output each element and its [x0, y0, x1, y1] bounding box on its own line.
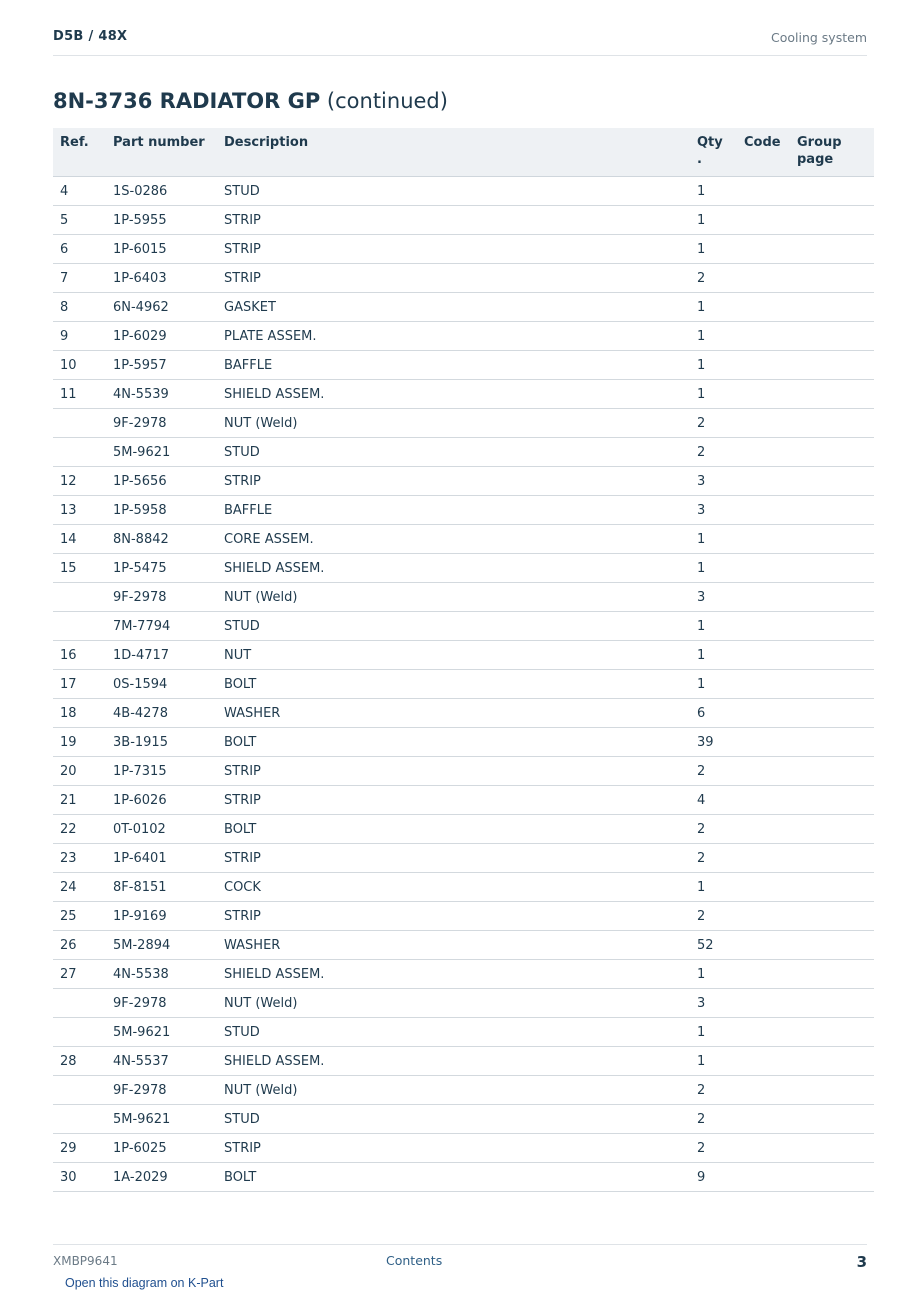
table-row: [53, 554, 874, 583]
table-header-row: [53, 128, 874, 177]
page-number: 3: [856, 1253, 867, 1271]
cell-group-page: [797, 815, 874, 844]
table-row: [53, 1105, 874, 1134]
table-row: [53, 1047, 874, 1076]
cell-ref: 9: [53, 322, 113, 351]
cell-description: NUT: [224, 641, 697, 670]
cell-part-number: 4N-5537: [113, 1047, 224, 1076]
cell-part-number: 1P-9169: [113, 902, 224, 931]
table-row: [53, 235, 874, 264]
cell-code: [744, 554, 797, 583]
cell-description: COCK: [224, 873, 697, 902]
cell-qty: 3: [697, 989, 744, 1018]
cell-part-number: 3B-1915: [113, 728, 224, 757]
cell-part-number: 1A-2029: [113, 1163, 224, 1192]
cell-group-page: [797, 409, 874, 438]
cell-qty: 1: [697, 1047, 744, 1076]
cell-code: [744, 351, 797, 380]
cell-ref: 12: [53, 467, 113, 496]
cell-ref: 26: [53, 931, 113, 960]
cell-qty: 1: [697, 525, 744, 554]
cell-group-page: [797, 931, 874, 960]
cell-code: [744, 380, 797, 409]
cell-part-number: 4B-4278: [113, 699, 224, 728]
cell-group-page: [797, 264, 874, 293]
page-footer: [53, 1244, 867, 1271]
cell-ref: [53, 612, 113, 641]
table-row: [53, 670, 874, 699]
cell-ref: 24: [53, 873, 113, 902]
cell-part-number: 7M-7794: [113, 612, 224, 641]
table-row: [53, 815, 874, 844]
cell-description: STRIP: [224, 235, 697, 264]
cell-description: WASHER: [224, 931, 697, 960]
cell-qty: 2: [697, 757, 744, 786]
table-row: [53, 989, 874, 1018]
cell-qty: 1: [697, 351, 744, 380]
parts-table: [53, 128, 874, 1192]
cell-group-page: [797, 728, 874, 757]
cell-code: [744, 670, 797, 699]
cell-ref: 8: [53, 293, 113, 322]
cell-part-number: 8F-8151: [113, 873, 224, 902]
cell-group-page: [797, 757, 874, 786]
table-row: [53, 786, 874, 815]
cell-part-number: 1P-7315: [113, 757, 224, 786]
cell-group-page: [797, 1076, 874, 1105]
cell-ref: [53, 1018, 113, 1047]
cell-group-page: [797, 322, 874, 351]
cell-description: STUD: [224, 1018, 697, 1047]
table-body: [53, 177, 874, 1192]
cell-code: [744, 467, 797, 496]
cell-code: [744, 496, 797, 525]
cell-ref: 17: [53, 670, 113, 699]
cell-group-page: [797, 989, 874, 1018]
cell-description: STRIP: [224, 844, 697, 873]
cell-part-number: 6N-4962: [113, 293, 224, 322]
cell-description: SHIELD ASSEM.: [224, 960, 697, 989]
cell-description: STRIP: [224, 757, 697, 786]
table-row: [53, 844, 874, 873]
cell-ref: 20: [53, 757, 113, 786]
cell-ref: [53, 1076, 113, 1105]
page-title: [53, 89, 448, 113]
cell-qty: 1: [697, 322, 744, 351]
header-description: Description: [224, 128, 697, 177]
cell-part-number: 5M-2894: [113, 931, 224, 960]
cell-part-number: 9F-2978: [113, 1076, 224, 1105]
cell-code: [744, 206, 797, 235]
cell-code: [744, 1047, 797, 1076]
cell-part-number: 0T-0102: [113, 815, 224, 844]
cell-group-page: [797, 554, 874, 583]
table-row: [53, 264, 874, 293]
cell-qty: 1: [697, 641, 744, 670]
table-row: [53, 467, 874, 496]
cell-group-page: [797, 467, 874, 496]
cell-qty: 6: [697, 699, 744, 728]
table-row: [53, 438, 874, 467]
cell-qty: 2: [697, 264, 744, 293]
cell-description: NUT (Weld): [224, 409, 697, 438]
cell-ref: 10: [53, 351, 113, 380]
cell-description: STRIP: [224, 467, 697, 496]
cell-description: SHIELD ASSEM.: [224, 380, 697, 409]
cell-code: [744, 525, 797, 554]
header-code: Code: [744, 128, 797, 177]
cell-code: [744, 1105, 797, 1134]
cell-ref: 4: [53, 177, 113, 206]
cell-description: STRIP: [224, 206, 697, 235]
cell-group-page: [797, 1047, 874, 1076]
cell-description: BOLT: [224, 1163, 697, 1192]
table-row: [53, 699, 874, 728]
cell-part-number: 1P-6015: [113, 235, 224, 264]
table-row: [53, 177, 874, 206]
cell-group-page: [797, 293, 874, 322]
cell-ref: 16: [53, 641, 113, 670]
table-row: [53, 1018, 874, 1047]
cell-part-number: 1P-6029: [113, 322, 224, 351]
header-ref: Ref.: [53, 128, 113, 177]
table-row: [53, 322, 874, 351]
table-row: [53, 583, 874, 612]
cell-code: [744, 728, 797, 757]
cell-description: NUT (Weld): [224, 583, 697, 612]
cell-code: [744, 583, 797, 612]
cell-code: [744, 1018, 797, 1047]
cell-qty: 1: [697, 960, 744, 989]
cell-qty: 1: [697, 612, 744, 641]
cell-ref: 13: [53, 496, 113, 525]
cell-group-page: [797, 1018, 874, 1047]
cell-qty: 52: [697, 931, 744, 960]
cell-code: [744, 844, 797, 873]
table-row: [53, 409, 874, 438]
cell-ref: 27: [53, 960, 113, 989]
cell-description: BOLT: [224, 670, 697, 699]
cell-ref: [53, 1105, 113, 1134]
cell-part-number: 1P-6025: [113, 1134, 224, 1163]
cell-qty: 2: [697, 409, 744, 438]
cell-group-page: [797, 438, 874, 467]
table-row: [53, 1163, 874, 1192]
cell-ref: 6: [53, 235, 113, 264]
cell-qty: 1: [697, 554, 744, 583]
cell-description: NUT (Weld): [224, 1076, 697, 1105]
cell-qty: 2: [697, 902, 744, 931]
cell-qty: 3: [697, 467, 744, 496]
cell-code: [744, 699, 797, 728]
document-id: XMBP9641: [53, 1254, 118, 1268]
cell-ref: [53, 989, 113, 1018]
table-row: [53, 525, 874, 554]
cell-qty: 1: [697, 206, 744, 235]
cell-description: BAFFLE: [224, 351, 697, 380]
cell-ref: 29: [53, 1134, 113, 1163]
cell-code: [744, 293, 797, 322]
cell-ref: 15: [53, 554, 113, 583]
cell-part-number: 0S-1594: [113, 670, 224, 699]
cell-qty: 4: [697, 786, 744, 815]
kpart-diagram-link[interactable]: Open this diagram on K-Part: [65, 1276, 224, 1290]
contents-link[interactable]: Contents: [386, 1253, 443, 1268]
table-row: [53, 931, 874, 960]
cell-group-page: [797, 583, 874, 612]
cell-group-page: [797, 235, 874, 264]
cell-part-number: 8N-8842: [113, 525, 224, 554]
cell-ref: 18: [53, 699, 113, 728]
table-row: [53, 641, 874, 670]
table-row: [53, 960, 874, 989]
cell-description: SHIELD ASSEM.: [224, 1047, 697, 1076]
cell-qty: 1: [697, 670, 744, 699]
cell-code: [744, 931, 797, 960]
cell-part-number: 1P-5957: [113, 351, 224, 380]
cell-qty: 2: [697, 438, 744, 467]
cell-description: STUD: [224, 1105, 697, 1134]
cell-description: STUD: [224, 612, 697, 641]
cell-part-number: 4N-5538: [113, 960, 224, 989]
cell-qty: 9: [697, 1163, 744, 1192]
cell-code: [744, 264, 797, 293]
cell-qty: 1: [697, 293, 744, 322]
cell-part-number: 9F-2978: [113, 989, 224, 1018]
cell-description: STRIP: [224, 264, 697, 293]
cell-group-page: [797, 844, 874, 873]
cell-part-number: 4N-5539: [113, 380, 224, 409]
cell-group-page: [797, 496, 874, 525]
title-main: 8N-3736 RADIATOR GP: [53, 89, 321, 113]
cell-ref: [53, 409, 113, 438]
table-row: [53, 206, 874, 235]
cell-code: [744, 641, 797, 670]
cell-part-number: 5M-9621: [113, 438, 224, 467]
cell-description: STRIP: [224, 786, 697, 815]
table-row: [53, 496, 874, 525]
cell-qty: 39: [697, 728, 744, 757]
cell-qty: 2: [697, 1134, 744, 1163]
cell-part-number: 1P-6403: [113, 264, 224, 293]
cell-group-page: [797, 1134, 874, 1163]
cell-code: [744, 873, 797, 902]
cell-qty: 1: [697, 380, 744, 409]
cell-code: [744, 322, 797, 351]
cell-qty: 1: [697, 235, 744, 264]
cell-group-page: [797, 525, 874, 554]
cell-group-page: [797, 670, 874, 699]
cell-code: [744, 409, 797, 438]
cell-group-page: [797, 1105, 874, 1134]
cell-code: [744, 960, 797, 989]
cell-description: STUD: [224, 177, 697, 206]
cell-group-page: [797, 1163, 874, 1192]
cell-ref: 28: [53, 1047, 113, 1076]
cell-qty: 1: [697, 873, 744, 902]
table-row: [53, 612, 874, 641]
cell-code: [744, 1076, 797, 1105]
cell-description: PLATE ASSEM.: [224, 322, 697, 351]
cell-ref: 30: [53, 1163, 113, 1192]
cell-group-page: [797, 206, 874, 235]
table-row: [53, 728, 874, 757]
table-row: [53, 380, 874, 409]
table-row: [53, 902, 874, 931]
cell-ref: 22: [53, 815, 113, 844]
cell-group-page: [797, 960, 874, 989]
cell-description: BOLT: [224, 728, 697, 757]
cell-qty: 3: [697, 496, 744, 525]
page-header: [53, 29, 867, 56]
cell-code: [744, 786, 797, 815]
cell-group-page: [797, 177, 874, 206]
cell-part-number: 5M-9621: [113, 1018, 224, 1047]
cell-group-page: [797, 786, 874, 815]
cell-description: WASHER: [224, 699, 697, 728]
cell-qty: 2: [697, 1076, 744, 1105]
cell-code: [744, 235, 797, 264]
cell-ref: [53, 438, 113, 467]
cell-ref: 23: [53, 844, 113, 873]
cell-ref: 25: [53, 902, 113, 931]
cell-part-number: 1P-6026: [113, 786, 224, 815]
cell-part-number: 1D-4717: [113, 641, 224, 670]
cell-code: [744, 177, 797, 206]
cell-ref: 19: [53, 728, 113, 757]
cell-group-page: [797, 641, 874, 670]
cell-qty: 1: [697, 1018, 744, 1047]
table-row: [53, 1076, 874, 1105]
cell-part-number: 9F-2978: [113, 409, 224, 438]
cell-code: [744, 902, 797, 931]
cell-description: BAFFLE: [224, 496, 697, 525]
cell-description: SHIELD ASSEM.: [224, 554, 697, 583]
table-row: [53, 293, 874, 322]
title-suffix: (continued): [320, 89, 448, 113]
cell-part-number: 5M-9621: [113, 1105, 224, 1134]
cell-part-number: 1P-5656: [113, 467, 224, 496]
cell-qty: 1: [697, 177, 744, 206]
table-row: [53, 351, 874, 380]
cell-ref: 11: [53, 380, 113, 409]
cell-description: BOLT: [224, 815, 697, 844]
cell-code: [744, 438, 797, 467]
cell-part-number: 1P-6401: [113, 844, 224, 873]
table-row: [53, 873, 874, 902]
header-group-page: Group page: [797, 128, 874, 177]
table-row: [53, 1134, 874, 1163]
cell-group-page: [797, 612, 874, 641]
cell-code: [744, 612, 797, 641]
cell-code: [744, 757, 797, 786]
cell-ref: 14: [53, 525, 113, 554]
cell-group-page: [797, 380, 874, 409]
header-part-number: Part number: [113, 128, 224, 177]
table-row: [53, 757, 874, 786]
cell-description: STRIP: [224, 1134, 697, 1163]
cell-part-number: 9F-2978: [113, 583, 224, 612]
cell-part-number: 1P-5475: [113, 554, 224, 583]
cell-description: CORE ASSEM.: [224, 525, 697, 554]
cell-part-number: 1P-5955: [113, 206, 224, 235]
cell-ref: 7: [53, 264, 113, 293]
cell-code: [744, 1134, 797, 1163]
cell-qty: 2: [697, 1105, 744, 1134]
cell-qty: 3: [697, 583, 744, 612]
cell-description: STUD: [224, 438, 697, 467]
cell-group-page: [797, 351, 874, 380]
cell-qty: 2: [697, 815, 744, 844]
cell-group-page: [797, 902, 874, 931]
cell-code: [744, 989, 797, 1018]
cell-ref: 21: [53, 786, 113, 815]
cell-ref: [53, 583, 113, 612]
cell-part-number: 1S-0286: [113, 177, 224, 206]
header-qty: Qty .: [697, 128, 744, 177]
cell-description: GASKET: [224, 293, 697, 322]
cell-description: NUT (Weld): [224, 989, 697, 1018]
cell-code: [744, 815, 797, 844]
cell-description: STRIP: [224, 902, 697, 931]
model-label: D5B / 48X: [53, 29, 128, 44]
cell-code: [744, 1163, 797, 1192]
cell-ref: 5: [53, 206, 113, 235]
cell-qty: 2: [697, 844, 744, 873]
section-label: Cooling system: [771, 30, 867, 45]
cell-group-page: [797, 873, 874, 902]
cell-group-page: [797, 699, 874, 728]
cell-part-number: 1P-5958: [113, 496, 224, 525]
